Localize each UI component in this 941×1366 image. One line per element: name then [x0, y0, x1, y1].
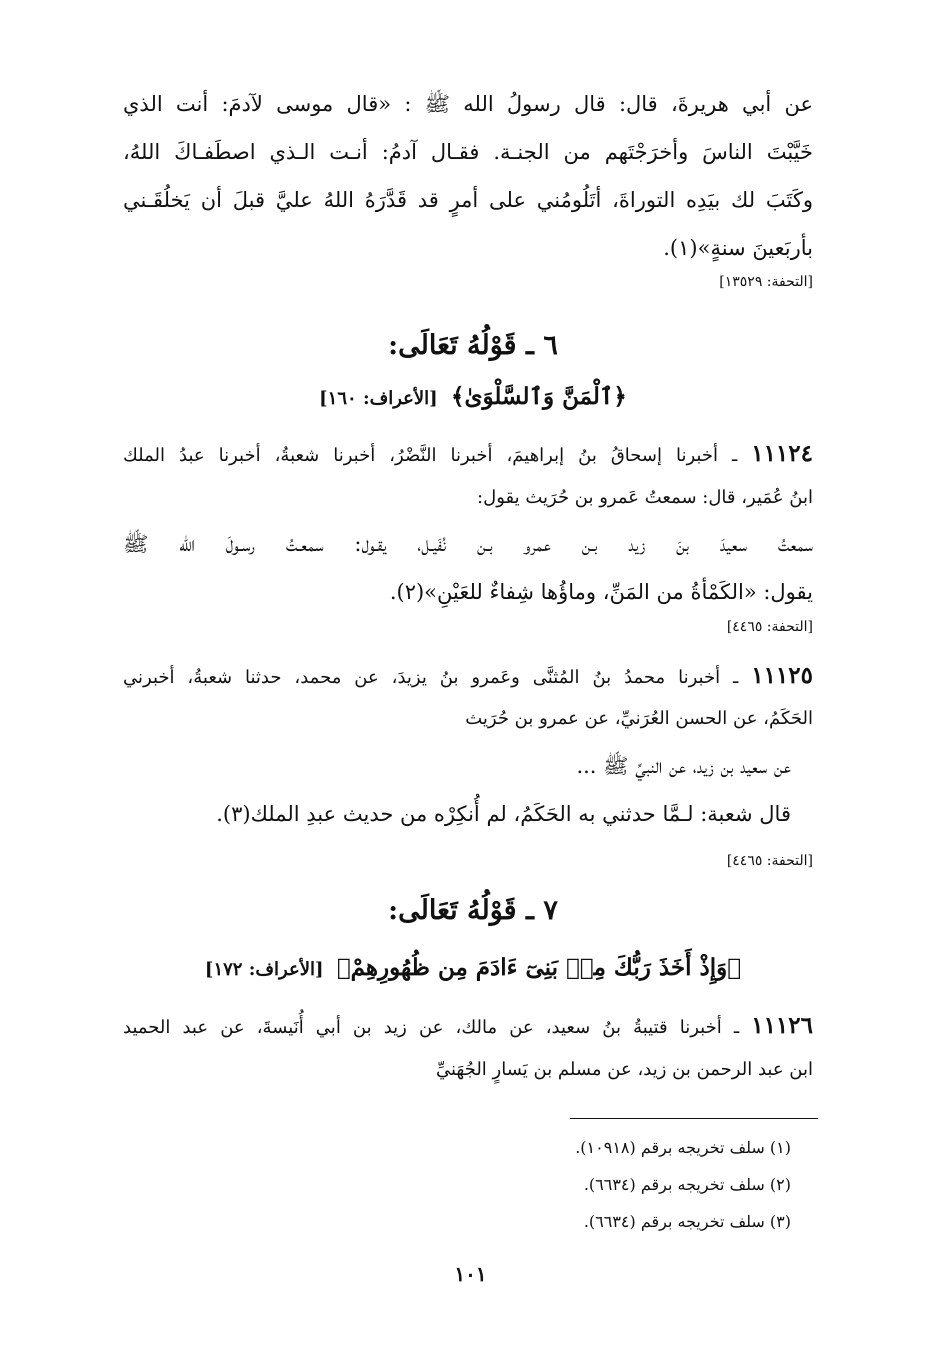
footnote: (١) سلف تخريجه برقم (١٠٩١٨). [575, 1138, 791, 1157]
tuhfa-reference: [التحفة: ١٣٥٢٩] [719, 274, 813, 290]
footnote-divider [570, 1118, 818, 1119]
quran-verse [128, 383, 818, 410]
hadith-line [123, 654, 813, 700]
hadith-line: ابنُ عُمَير، قال: سمعتُ عَمرو بن حُرَيث يقول: [477, 487, 813, 508]
hadith-text: ـ أخبرنا إسحاقُ بنُ إبراهيمَ، أخبرنا النَّضْرُ، أخبرنا شعبةُ، أخبرنا عبدُ الملك [123, 445, 752, 466]
hadith-line: الحَكَمُ، عن الحسن العُرَنيِّ، عن عمرو بن حُرَيث [465, 708, 813, 729]
hadith-number: ١١١٢٥ [751, 662, 813, 689]
paragraph-line: خَيَّبْتَ الناسَ وأخرَجْتَهم من الجنـة. فقـال آدمُ: أنـت الـذي اصطَفـاكَ اللهُ، [123, 140, 813, 164]
tuhfa-reference: [التحفة: ٤٤٦٥] [726, 853, 813, 869]
hadith-text: ـ أخبرنا محمدُ بنُ المُثنَّى وعَمرو بنُ يزيدَ، عن محمد، حدثنا شعبةُ، أخبرني [123, 667, 752, 688]
hadith-line: يقول: «الكَمْأةُ من المَنِّ، وماؤُها شِفاءٌ للعَيْنِ»(٢). [389, 580, 813, 604]
hadith-number: ١١١٢٦ [751, 1012, 813, 1039]
paragraph-line: عن أبي هريرةَ، قال: قال رسولُ الله ﷺ : «قال موسى لآدمَ: أنت الذي [123, 92, 813, 116]
footnote: (٢) سلف تخريجه برقم (٦٦٣٤). [583, 1175, 791, 1194]
hadith-line [123, 432, 813, 478]
page-number: ١٠١ [454, 1262, 487, 1286]
hadith-line: سمعتُ سعيدَ بنَ زيد بـن عمرو بـن نُفَيـل، يقـول: سمعـتُ رسـولَ الله ﷺ [123, 532, 813, 556]
hadith-line: عن سعيد بن زيد، عن النبيِّ ﷺ ... [576, 754, 791, 778]
verse-text: ﴿ٱلْمَنَّ وَٱلسَّلْوَىٰ﴾ [451, 383, 627, 410]
hadith-line [123, 1004, 813, 1050]
verse-citation: [الأعراف: ١٦٠] [319, 388, 438, 409]
section-heading: ٦ ـ قَوْلُهُ تَعَالَى: [388, 330, 558, 361]
tuhfa-reference: [التحفة: ٤٤٦٥] [726, 619, 813, 635]
hadith-line: قال شعبة: لـمَّا حدثني به الحَكَمُ، لم أُنكِرْه من حديث عبدِ الملك(٣). [216, 802, 791, 826]
quran-verse [128, 954, 818, 981]
verse-citation: [الأعراف: ١٧٢] [204, 959, 324, 980]
hadith-number: ١١١٢٤ [751, 440, 813, 467]
footnote: (٣) سلف تخريجه برقم (٦٦٣٤). [583, 1212, 791, 1231]
verse-text: ﴿وَإِذْ أَخَذَ رَبُّكَ مِنۢ بَنِىٓ ءَادَمَ مِن ظُهُورِهِمْ﴾ [336, 954, 742, 981]
hadith-text: ـ أخبرنا قتيبةُ بنُ سعيد، عن مالك، عن زيد بن أبي أُنَيسةَ، عن عبد الحميد [123, 1017, 752, 1038]
paragraph-line: وكَتَبَ لك بيَدِه التوراةَ، أتَلُومُني على أمرٍ قد قَدَّرَهُ اللهُ عليَّ قبلَ أن يَخلُقَـني [123, 188, 813, 212]
hadith-line: ابن عبد الرحمن بن زيد، عن مسلم بن يَسارٍ الجُهَنيِّ [435, 1059, 813, 1080]
section-heading: ٧ ـ قَوْلُهُ تَعَالَى: [388, 895, 558, 926]
paragraph-line: بأربَعينَ سنةٍ»(١). [663, 236, 813, 260]
